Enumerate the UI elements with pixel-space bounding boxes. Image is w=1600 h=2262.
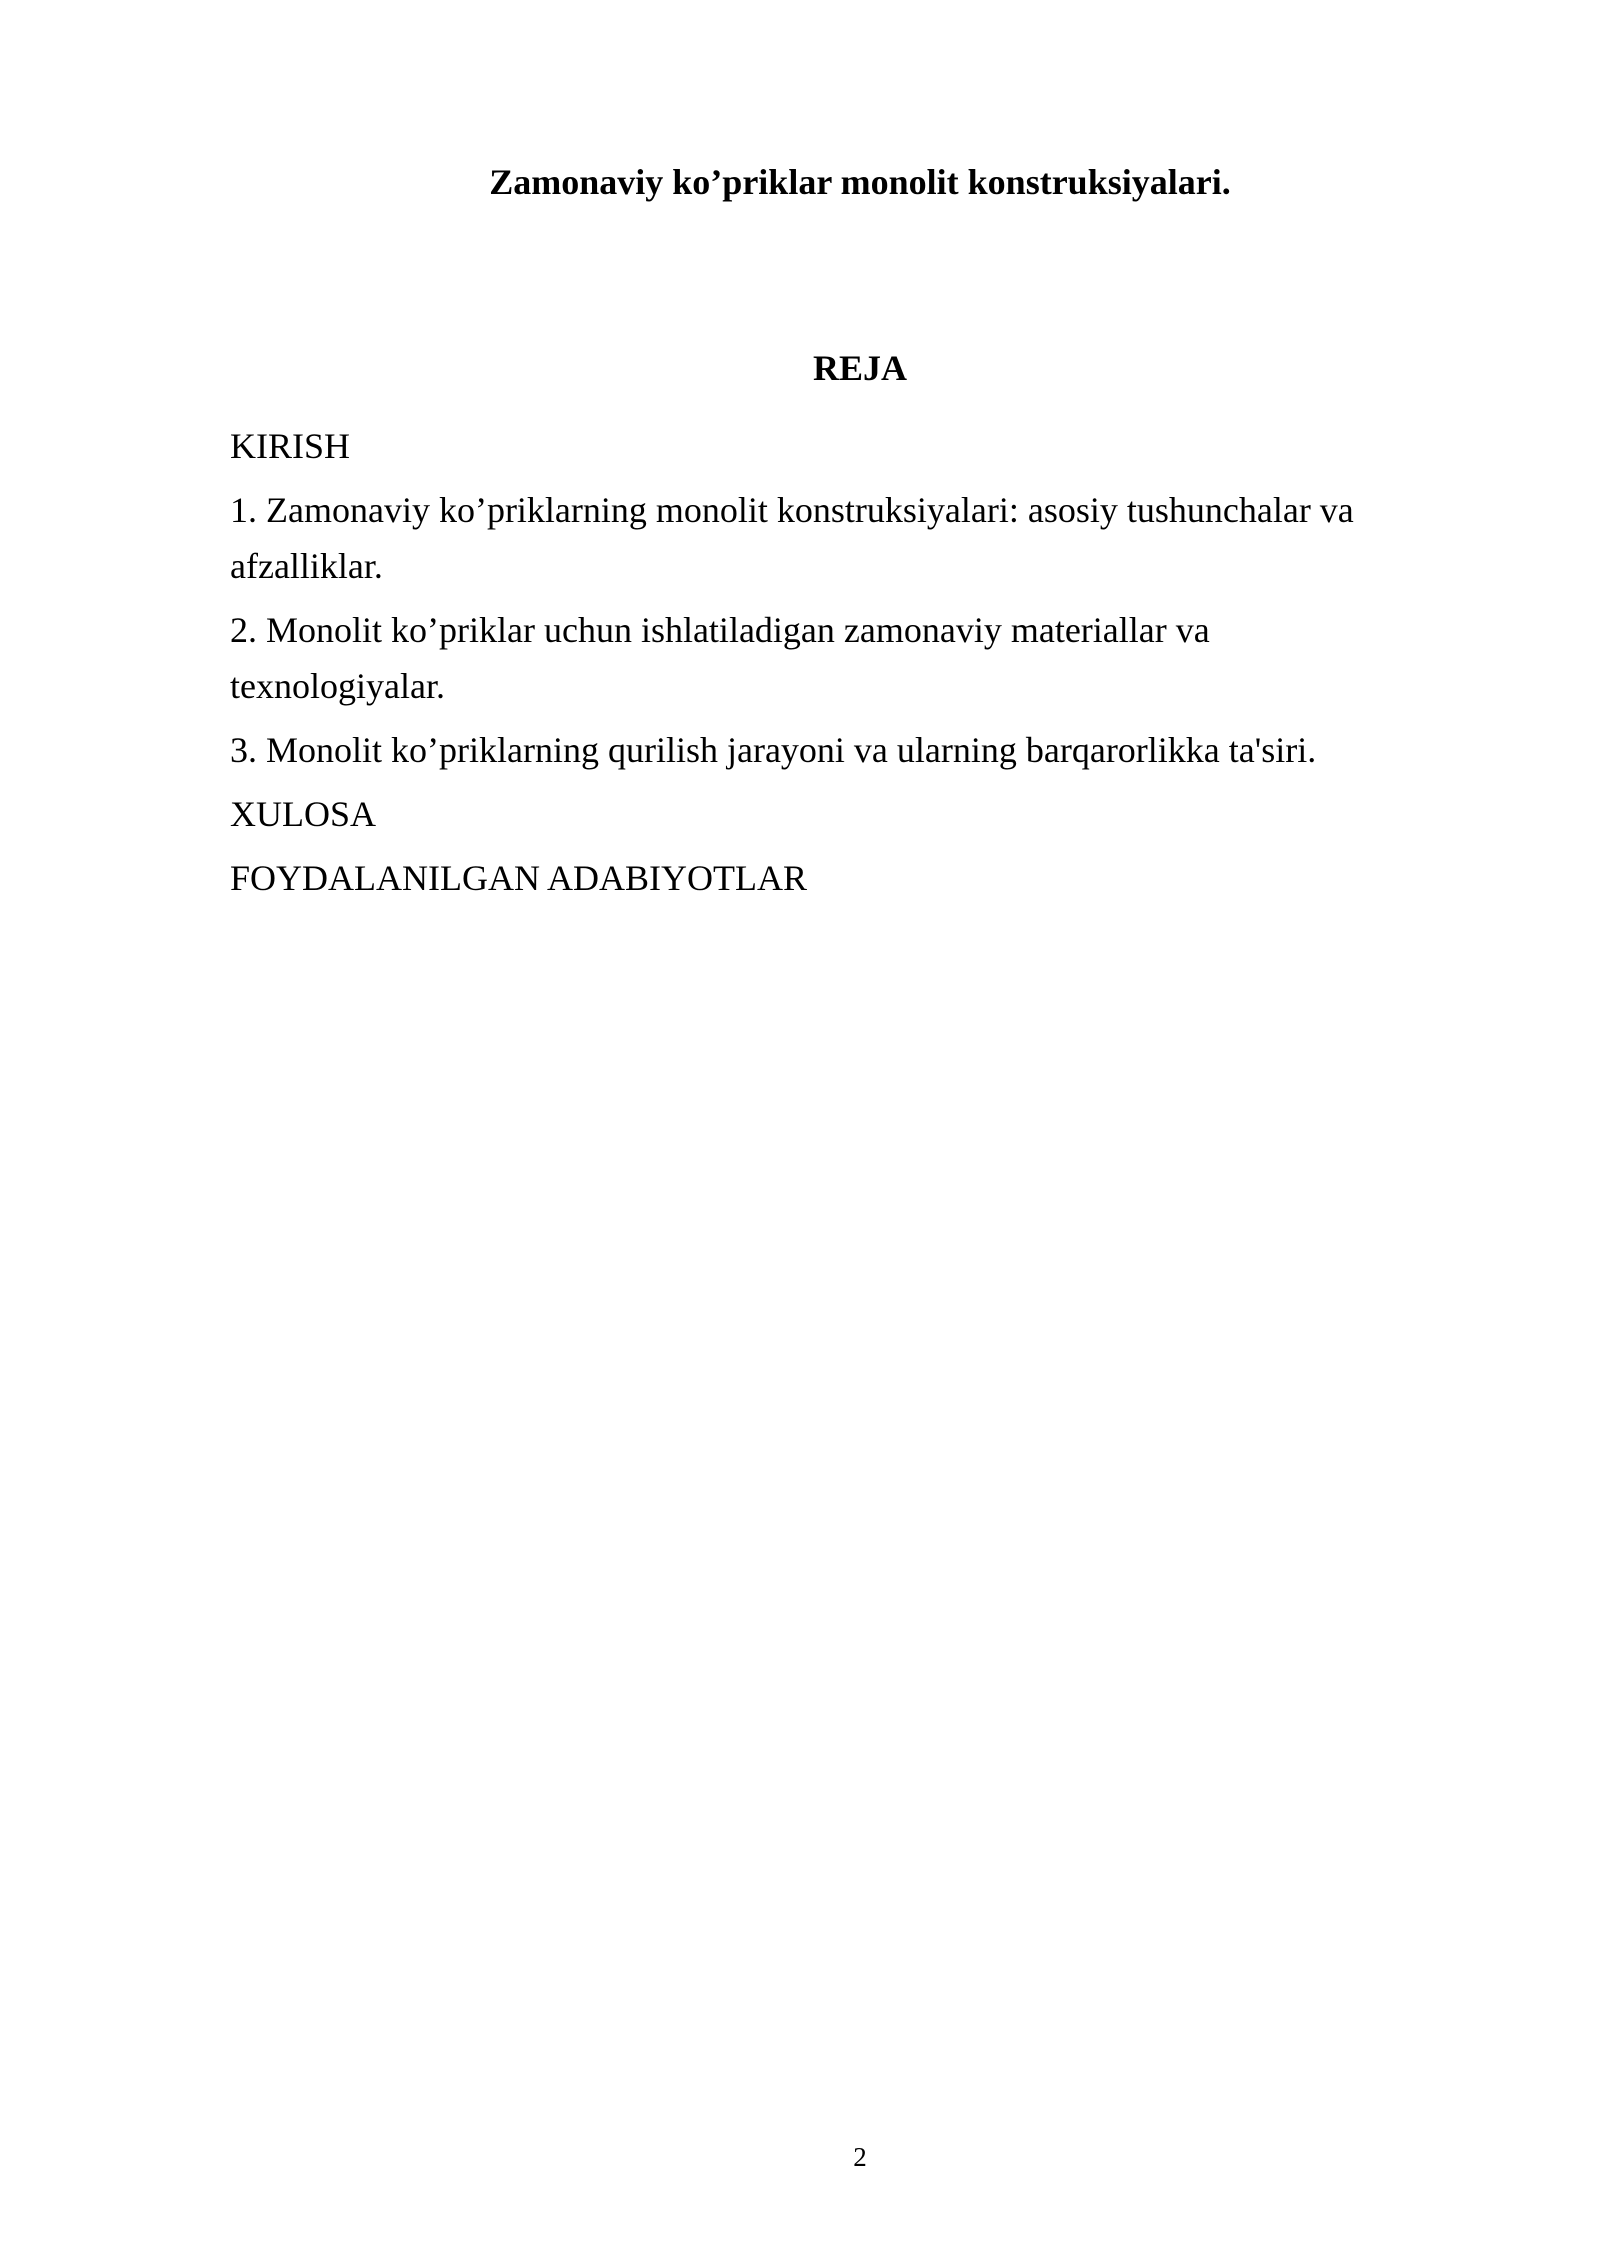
- plan-item-2: 2. Monolit ko’priklar uchun ishlatiladigan zamonaviy materiallar va texnologiyalar.: [230, 610, 1210, 706]
- plan-item-3: 3. Monolit ko’priklarning qurilish jarayoni va ularning barqarorlikka ta'siri.: [230, 730, 1317, 770]
- plan-item-conclusion: XULOSA: [230, 794, 377, 834]
- plan-item-intro: KIRISH: [230, 426, 351, 466]
- plan-item-1: 1. Zamonaviy ko’priklarning monolit konstruksiyalari: asosiy tushunchalar va afzalliklar.: [230, 490, 1354, 586]
- plan-item-references: FOYDALANILGAN ADABIYOTLAR: [230, 858, 807, 898]
- plan-heading: REJA: [812, 348, 907, 388]
- plan-list: [230, 418, 1430, 914]
- document-title: Zamonaviy ko’priklar monolit konstruksiyalari.: [489, 162, 1231, 202]
- page-number: 2: [853, 2142, 867, 2172]
